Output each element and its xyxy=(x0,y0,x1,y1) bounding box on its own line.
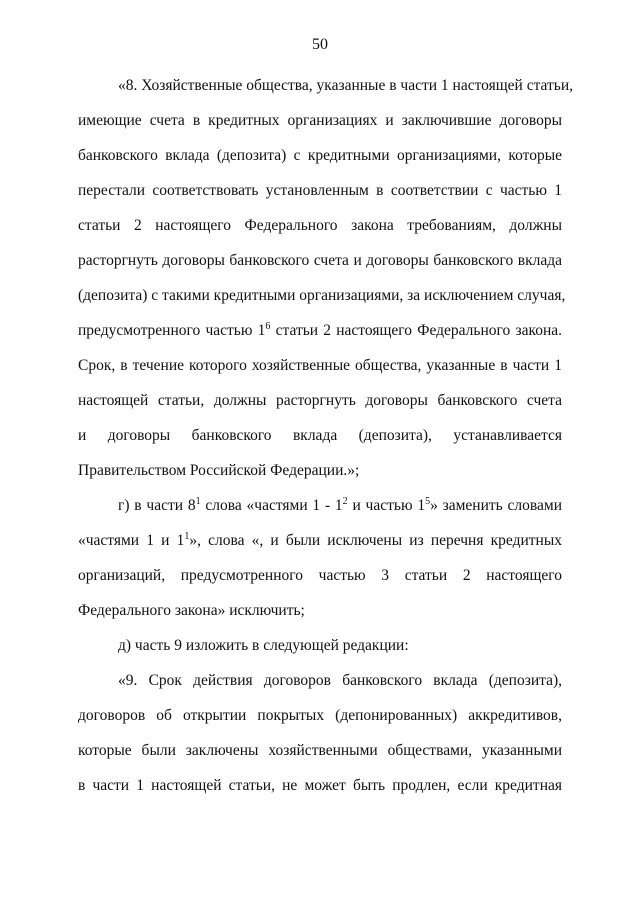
item-g-line-3: организаций, предусмотренного частью 3 статьи 2 настоящего xyxy=(78,567,562,584)
paragraph-8-line-2: имеющие счета в кредитных организациях и заключившие договоры xyxy=(78,112,562,129)
paragraph-9-line-4: в части 1 настоящей статьи, не может быть продлен, если кредитная xyxy=(78,777,562,794)
item-d-line-1: д) часть 9 изложить в следующей редакции: xyxy=(118,637,409,654)
paragraph-8-line-8: предусмотренного частью $1^6$ статьи 2 настоящего Федерального закона. xyxy=(78,320,562,339)
paragraph-8-line-3: банковского вклада (депозита) с кредитными организациями, которые xyxy=(78,147,562,164)
paragraph-8-line-5: статьи 2 настоящего Федерального закона требованиям, должны xyxy=(78,217,562,234)
paragraph-8-line-6: расторгнуть договоры банковского счета и договоры банковского вклада xyxy=(78,252,562,269)
paragraph-8-line-1: «8. Хозяйственные общества, указанные в части 1 настоящей статьи, xyxy=(118,77,574,94)
paragraph-8-line-7: (депозита) с такими кредитными организациями, за исключением случая, xyxy=(78,287,566,304)
paragraph-8-line-11: и договоры банковского вклада (депозита), устанавливается xyxy=(78,427,562,444)
paragraph-9-line-3: которые были заключены хозяйственными обществами, указанными xyxy=(78,742,562,759)
page-number: 50 xyxy=(312,36,328,53)
paragraph-8-line-12: Правительством Российской Федерации.»; xyxy=(78,462,360,479)
paragraph-8-line-10: настоящей статьи, должны расторгнуть договоры банковского счета xyxy=(78,392,562,409)
item-g-line-1: г) в части $8^1$ слова «частями $1 - 1^2$ и частью $1^5$» заменить словами xyxy=(118,495,562,514)
paragraph-8-line-9: Срок, в течение которого хозяйственные общества, указанные в части 1 xyxy=(78,357,562,374)
paragraph-8-line-4: перестали соответствовать установленным в соответствии с частью 1 xyxy=(78,182,562,199)
paragraph-9-line-1: «9. Срок действия договоров банковского вклада (депозита), xyxy=(118,672,562,689)
paragraph-9-line-2: договоров об открытии покрытых (депонированных) аккредитивов, xyxy=(78,707,562,724)
item-g-line-4: Федерального закона» исключить; xyxy=(78,602,305,619)
item-g-line-2: «частями 1 и $1^1$», слова «, и были исключены из перечня кредитных xyxy=(78,530,562,549)
